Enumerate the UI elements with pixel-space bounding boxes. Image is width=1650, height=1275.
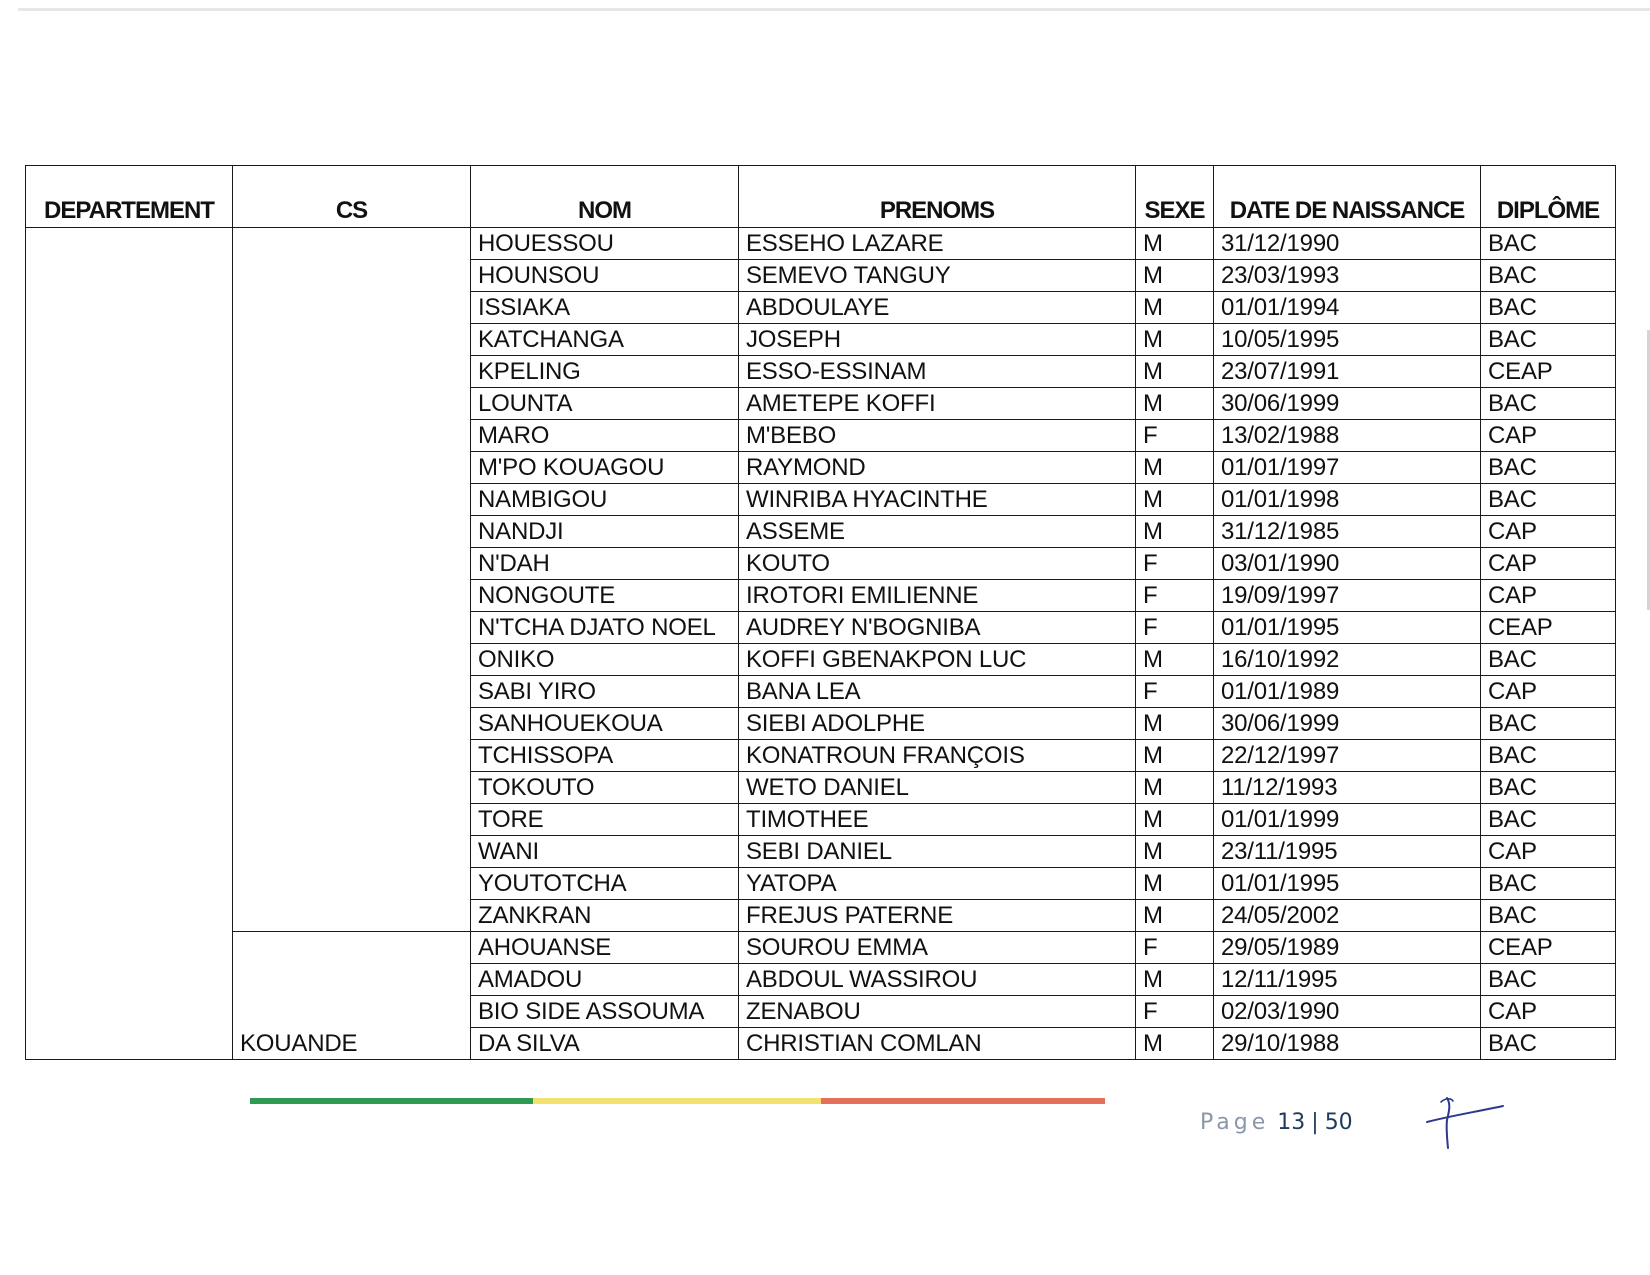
prenoms-cell: AMETEPE KOFFI [739,388,1136,420]
sexe-cell: M [1136,900,1214,932]
date-cell: 16/10/1992 [1214,644,1481,676]
date-cell: 01/01/1989 [1214,676,1481,708]
date-cell: 10/05/1995 [1214,324,1481,356]
cs-cell: KOUANDE [233,932,471,1060]
diplome-cell: BAC [1481,772,1616,804]
band-green-segment [250,1098,533,1104]
nom-cell: SANHOUEKOUA [471,708,739,740]
sexe-cell: M [1136,740,1214,772]
band-red-segment [821,1098,1105,1104]
nom-cell: ONIKO [471,644,739,676]
date-cell: 13/02/1988 [1214,420,1481,452]
sexe-cell: M [1136,388,1214,420]
date-cell: 01/01/1997 [1214,452,1481,484]
diplome-cell: BAC [1481,644,1616,676]
prenoms-cell: ABDOUL WASSIROU [739,964,1136,996]
date-cell: 29/05/1989 [1214,932,1481,964]
prenoms-cell: FREJUS PATERNE [739,900,1136,932]
nom-cell: BIO SIDE ASSOUMA [471,996,739,1028]
date-cell: 24/05/2002 [1214,900,1481,932]
diplome-cell: CAP [1481,548,1616,580]
diplome-cell: BAC [1481,484,1616,516]
prenoms-cell: ESSO-ESSINAM [739,356,1136,388]
header-nom: NOM [471,166,739,228]
sexe-cell: F [1136,996,1214,1028]
prenoms-cell: KOUTO [739,548,1136,580]
prenoms-cell: IROTORI EMILIENNE [739,580,1136,612]
diplome-cell: CEAP [1481,356,1616,388]
nom-cell: HOUNSOU [471,260,739,292]
diplome-cell: BAC [1481,900,1616,932]
nom-cell: SABI YIRO [471,676,739,708]
prenoms-cell: RAYMOND [739,452,1136,484]
date-cell: 01/01/1998 [1214,484,1481,516]
date-cell: 23/03/1993 [1214,260,1481,292]
nom-cell: M'PO KOUAGOU [471,452,739,484]
date-cell: 01/01/1999 [1214,804,1481,836]
header-date-naissance: DATE DE NAISSANCE [1214,166,1481,228]
date-cell: 01/01/1994 [1214,292,1481,324]
diplome-cell: CAP [1481,996,1616,1028]
prenoms-cell: TIMOTHEE [739,804,1136,836]
sexe-cell: M [1136,644,1214,676]
prenoms-cell: JOSEPH [739,324,1136,356]
date-cell: 23/07/1991 [1214,356,1481,388]
diplome-cell: BAC [1481,228,1616,260]
date-cell: 29/10/1988 [1214,1028,1481,1060]
sexe-cell: F [1136,612,1214,644]
prenoms-cell: ESSEHO LAZARE [739,228,1136,260]
nom-cell: NANDJI [471,516,739,548]
nom-cell: DA SILVA [471,1028,739,1060]
prenoms-cell: SEMEVO TANGUY [739,260,1136,292]
nom-cell: TORE [471,804,739,836]
date-cell: 31/12/1990 [1214,228,1481,260]
sexe-cell: F [1136,580,1214,612]
nom-cell: AHOUANSE [471,932,739,964]
band-yellow-segment [533,1098,821,1104]
nom-cell: WANI [471,836,739,868]
header-row [26,166,1616,228]
nom-cell: N'TCHA DJATO NOEL [471,612,739,644]
sexe-cell: F [1136,932,1214,964]
diplome-cell: BAC [1481,388,1616,420]
nom-cell: AMADOU [471,964,739,996]
diplome-cell: CAP [1481,420,1616,452]
diplome-cell: CAP [1481,836,1616,868]
diplome-cell: BAC [1481,260,1616,292]
table-row [26,932,1616,964]
date-cell: 11/12/1993 [1214,772,1481,804]
sexe-cell: M [1136,804,1214,836]
sexe-cell: M [1136,1028,1214,1060]
page-current: 13 [1277,1110,1306,1135]
prenoms-cell: SOUROU EMMA [739,932,1136,964]
nom-cell: KATCHANGA [471,324,739,356]
header-departement: DEPARTEMENT [26,166,233,228]
date-cell: 01/01/1995 [1214,868,1481,900]
page-label: Page [1200,1110,1270,1135]
nom-cell: ISSIAKA [471,292,739,324]
diplome-cell: CEAP [1481,612,1616,644]
prenoms-cell: KONATROUN FRANÇOIS [739,740,1136,772]
diplome-cell: CEAP [1481,932,1616,964]
sexe-cell: M [1136,228,1214,260]
diplome-cell: CAP [1481,516,1616,548]
page-number [1200,1110,1353,1135]
diplome-cell: BAC [1481,324,1616,356]
sexe-cell: M [1136,452,1214,484]
sexe-cell: M [1136,356,1214,388]
sexe-cell: M [1136,292,1214,324]
diplome-cell: BAC [1481,868,1616,900]
nom-cell: LOUNTA [471,388,739,420]
prenoms-cell: AUDREY N'BOGNIBA [739,612,1136,644]
diplome-cell: BAC [1481,708,1616,740]
diplome-cell: BAC [1481,292,1616,324]
header-prenoms: PRENOMS [739,166,1136,228]
sexe-cell: M [1136,836,1214,868]
sexe-cell: F [1136,548,1214,580]
sexe-cell: M [1136,868,1214,900]
sexe-cell: M [1136,260,1214,292]
prenoms-cell: YATOPA [739,868,1136,900]
date-cell: 02/03/1990 [1214,996,1481,1028]
prenoms-cell: ASSEME [739,516,1136,548]
nom-cell: NONGOUTE [471,580,739,612]
sexe-cell: M [1136,324,1214,356]
diplome-cell: BAC [1481,964,1616,996]
diplome-cell: BAC [1481,740,1616,772]
nom-cell: N'DAH [471,548,739,580]
header-diplome: DIPLÔME [1481,166,1616,228]
candidates-table [25,165,1616,1060]
prenoms-cell: SEBI DANIEL [739,836,1136,868]
sexe-cell: F [1136,676,1214,708]
nom-cell: KPELING [471,356,739,388]
prenoms-cell: ZENABOU [739,996,1136,1028]
sexe-cell: M [1136,964,1214,996]
nom-cell: TOKOUTO [471,772,739,804]
sexe-cell: M [1136,772,1214,804]
sexe-cell: F [1136,420,1214,452]
nom-cell: MARO [471,420,739,452]
date-cell: 19/09/1997 [1214,580,1481,612]
date-cell: 30/06/1999 [1214,708,1481,740]
diplome-cell: CAP [1481,676,1616,708]
prenoms-cell: BANA LEA [739,676,1136,708]
date-cell: 22/12/1997 [1214,740,1481,772]
nom-cell: TCHISSOPA [471,740,739,772]
prenoms-cell: WINRIBA HYACINTHE [739,484,1136,516]
diplome-cell: BAC [1481,1028,1616,1060]
departement-cell [26,228,233,1060]
nom-cell: YOUTOTCHA [471,868,739,900]
signature-mark [1425,1092,1505,1152]
top-border-line [18,8,1650,11]
prenoms-cell: WETO DANIEL [739,772,1136,804]
date-cell: 23/11/1995 [1214,836,1481,868]
header-sexe: SEXE [1136,166,1214,228]
sexe-cell: M [1136,708,1214,740]
nom-cell: HOUESSOU [471,228,739,260]
cs-cell [233,228,471,932]
page-separator: | [1311,1110,1319,1135]
header-cs: CS [233,166,471,228]
table-body [26,228,1616,1060]
date-cell: 31/12/1985 [1214,516,1481,548]
prenoms-cell: KOFFI GBENAKPON LUC [739,644,1136,676]
page-total: 50 [1324,1110,1353,1135]
nom-cell: NAMBIGOU [471,484,739,516]
date-cell: 03/01/1990 [1214,548,1481,580]
diplome-cell: CAP [1481,580,1616,612]
footer-color-band [250,1098,1105,1104]
date-cell: 12/11/1995 [1214,964,1481,996]
prenoms-cell: CHRISTIAN COMLAN [739,1028,1136,1060]
table-row [26,228,1616,260]
prenoms-cell: SIEBI ADOLPHE [739,708,1136,740]
prenoms-cell: M'BEBO [739,420,1136,452]
nom-cell: ZANKRAN [471,900,739,932]
sexe-cell: M [1136,484,1214,516]
date-cell: 30/06/1999 [1214,388,1481,420]
table-header [26,166,1616,228]
diplome-cell: BAC [1481,804,1616,836]
diplome-cell: BAC [1481,452,1616,484]
prenoms-cell: ABDOULAYE [739,292,1136,324]
date-cell: 01/01/1995 [1214,612,1481,644]
sexe-cell: M [1136,516,1214,548]
